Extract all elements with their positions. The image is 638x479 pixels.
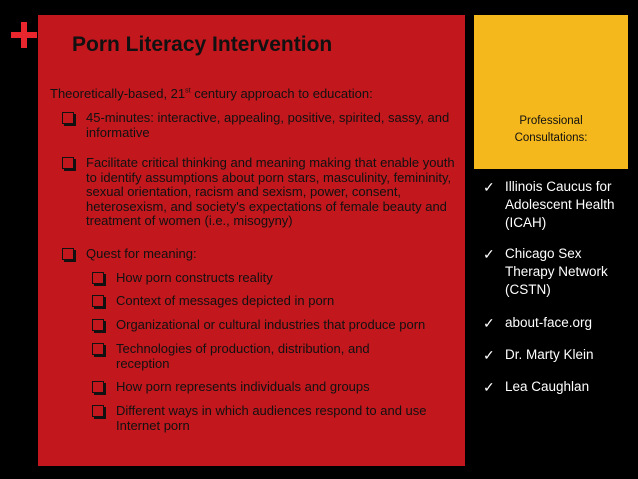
checkbox-bullet-icon	[92, 381, 104, 393]
checkbox-bullet-icon	[62, 157, 74, 169]
main-panel	[38, 15, 465, 466]
slide-title: Porn Literacy Intervention	[72, 33, 333, 56]
checkbox-bullet-icon	[92, 405, 104, 417]
checkbox-bullet-icon	[92, 319, 104, 331]
plus-icon	[11, 22, 37, 48]
checkmark-icon: ✓	[483, 379, 495, 395]
checkbox-bullet-icon	[62, 112, 74, 124]
sidebar-title: Professional Consultations:	[514, 115, 588, 144]
checkbox-bullet-icon	[92, 295, 104, 307]
checkbox-bullet-icon	[62, 248, 74, 260]
checkmark-icon: ✓	[483, 179, 495, 195]
checkbox-bullet-icon	[92, 343, 104, 355]
checkmark-icon: ✓	[483, 347, 495, 363]
intro-text: Theoretically-based, 21st century approach to education:	[50, 86, 373, 101]
slide: Porn Literacy Intervention Theoretically-based, 21st century approach to education: 45-minutes: interactive, appealing, positive, spirited, sassy, and informative Facilitate critical thinking and meaning making that enable youth to identify assumptions about porn stars, masculinity, femininity, sexual orientation, racism and sexism, power, consent, heterosexism, and society's expectations of female beauty and treatment of women (i.e., misogyny) Quest for meaning: How porn constructs reality Context of messages depicted in porn Organizational or cultural industries that produce porn Technologies of production, distribution, and reception How porn represents individuals and groups Different ways in which audiences respond to and use Internet porn Professional Consultations: ✓ Illinois Caucus for Adolescent Health (ICAH) ✓ Chicago Sex Therapy Network (CSTN) ✓ about-face.org ✓ Dr. Marty Klein ✓ Lea Caughlan	[0, 0, 638, 479]
checkmark-icon: ✓	[483, 315, 495, 331]
checkbox-bullet-icon	[92, 272, 104, 284]
checkmark-icon: ✓	[483, 246, 495, 262]
